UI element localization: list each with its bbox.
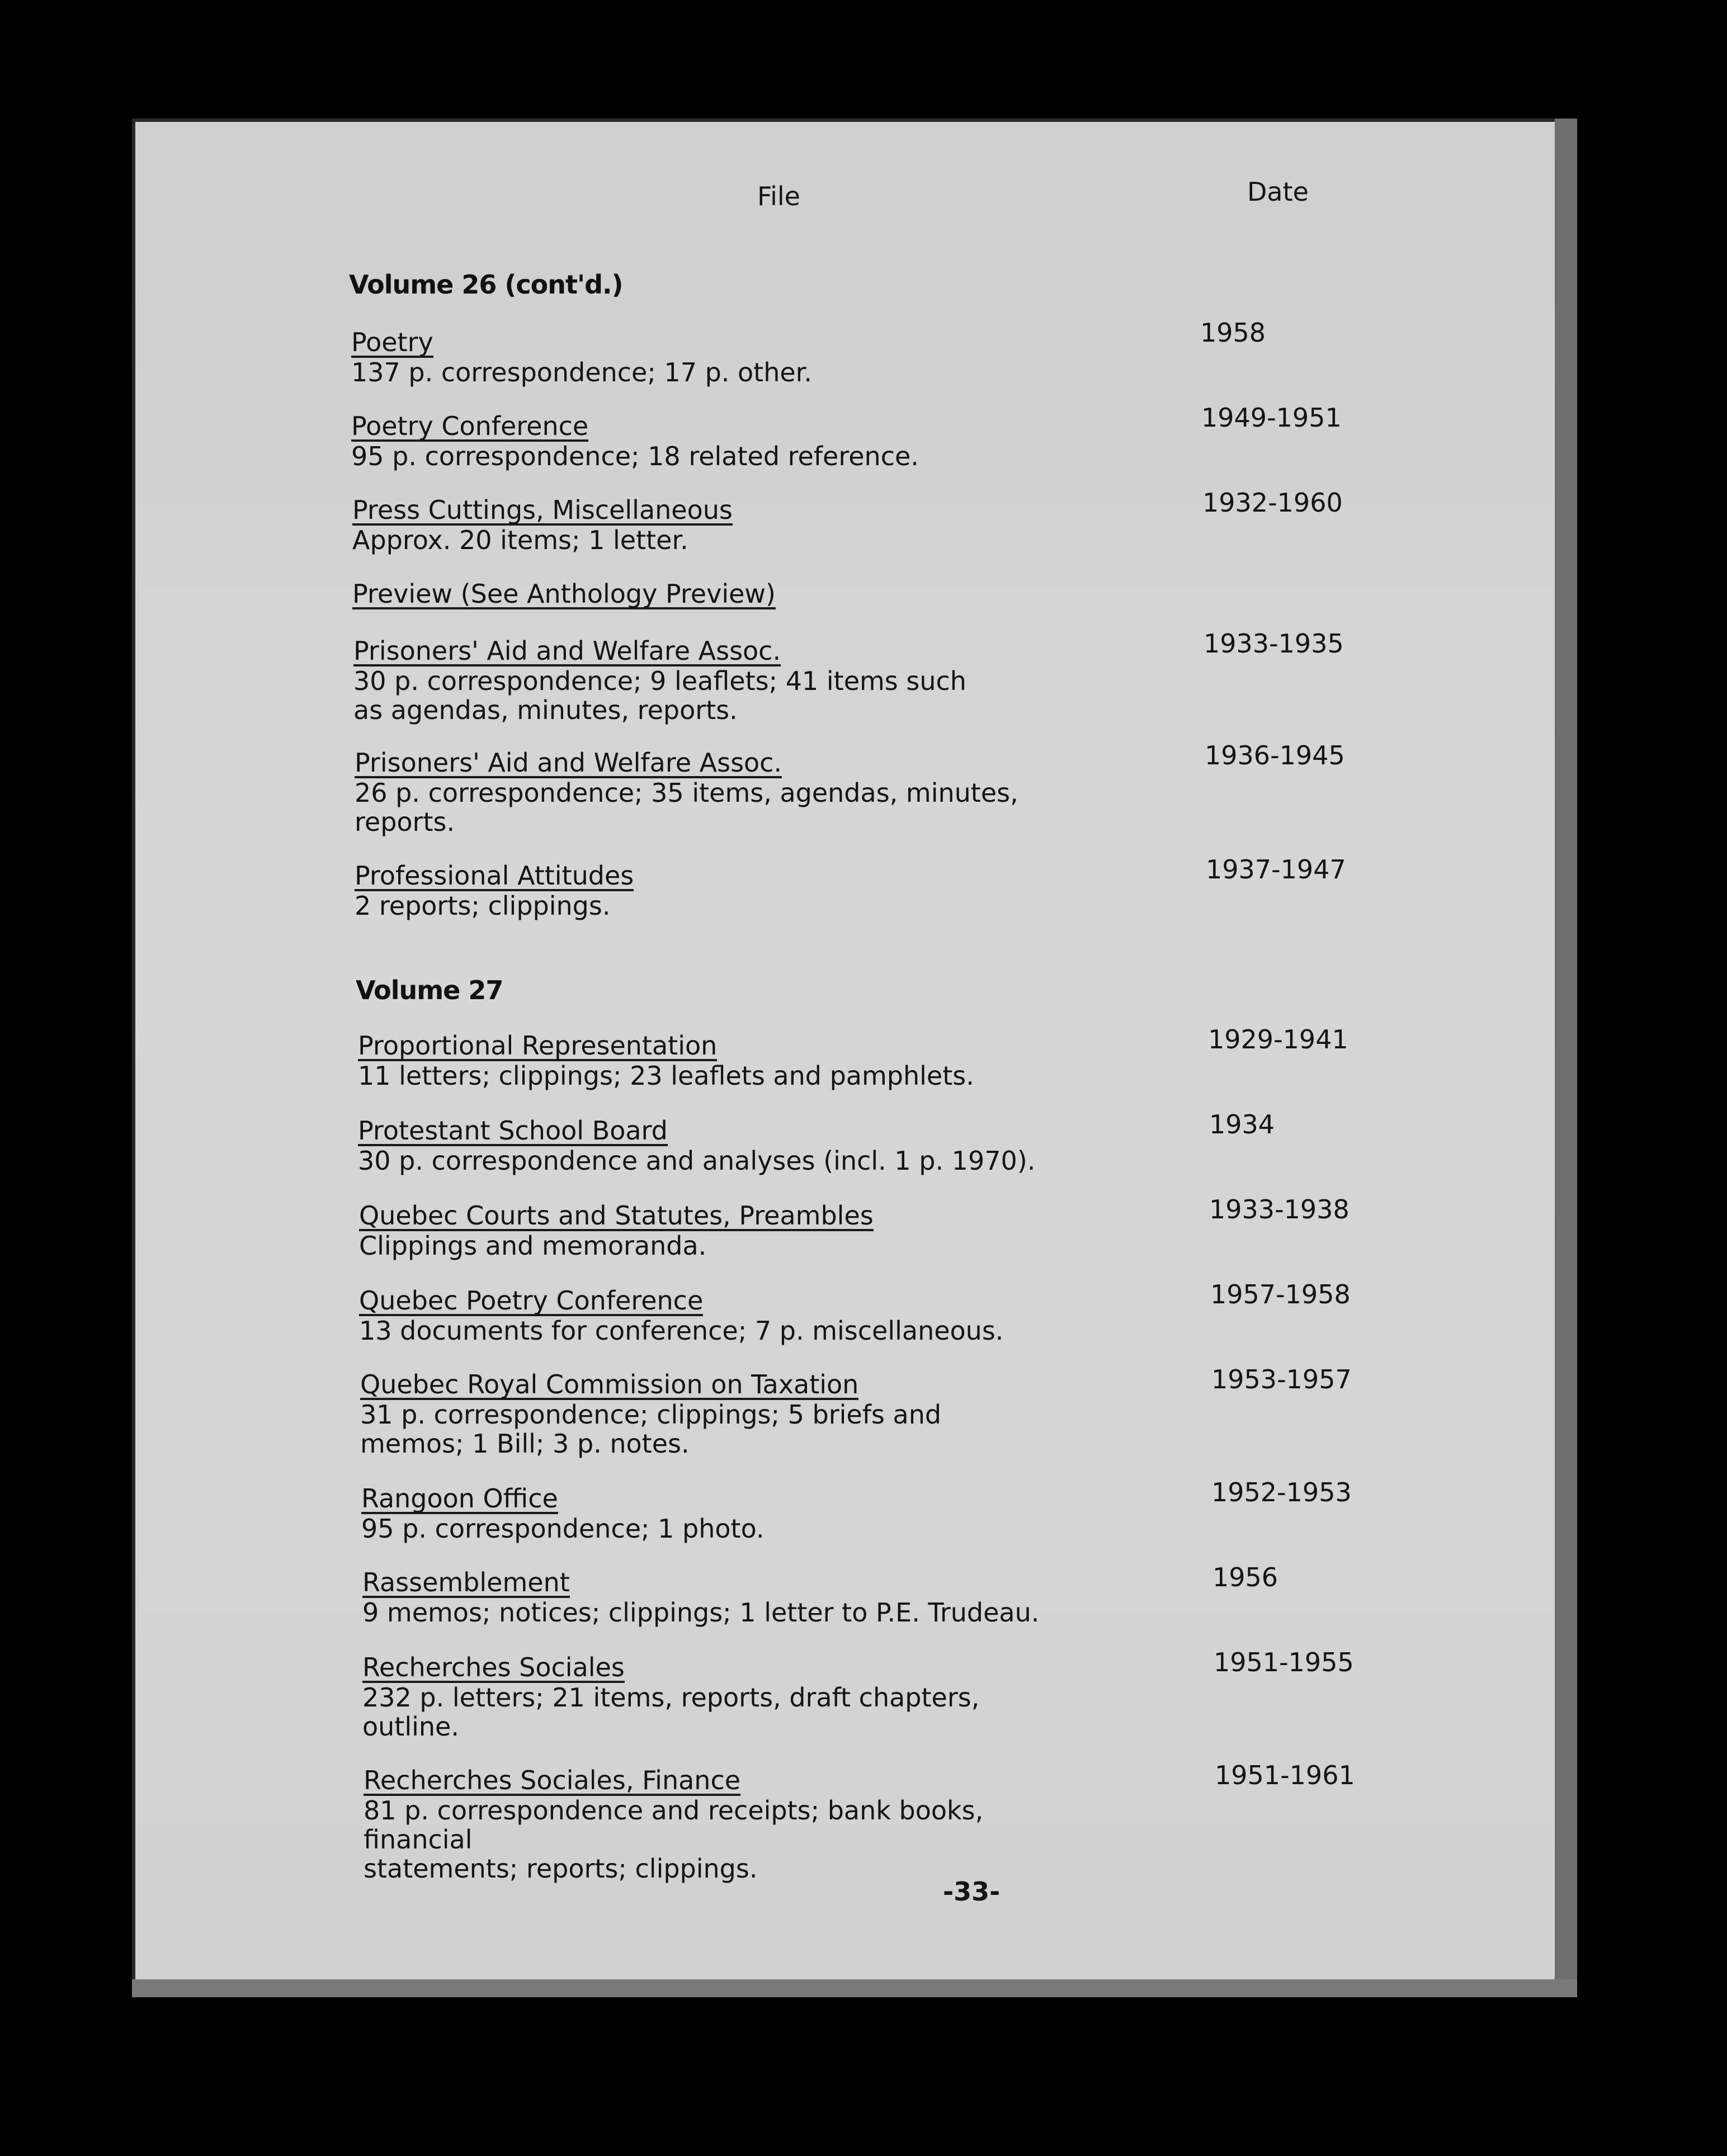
entry-date: 1949-1951 — [1201, 403, 1342, 433]
entry-title: Poetry Conference — [351, 411, 589, 441]
entry-date: 1934 — [1209, 1109, 1275, 1140]
entry-title: Recherches Sociales, Finance — [364, 1765, 741, 1795]
entry-description: Clippings and memoranda. — [359, 1231, 707, 1261]
entry-date: 1957-1958 — [1210, 1279, 1351, 1309]
file-column-header: File — [757, 181, 800, 211]
entry-date: 1951-1955 — [1214, 1647, 1354, 1677]
volume-heading: Volume 27 — [356, 975, 503, 1005]
entry-date: 1952-1953 — [1211, 1477, 1352, 1507]
entry-date: 1933-1935 — [1204, 628, 1344, 659]
entry-description: 11 letters; clippings; 23 leaflets and pamphlets. — [358, 1061, 974, 1091]
volume-heading: Volume 26 (cont'd.) — [349, 270, 623, 300]
file-entry — [352, 579, 1415, 609]
entry-title: Press Cuttings, Miscellaneous — [352, 495, 733, 525]
entry-title: Quebec Courts and Statutes, Preambles — [359, 1200, 874, 1231]
date-column-header: Date — [1247, 177, 1309, 207]
entry-title: Professional Attitudes — [355, 860, 634, 891]
entry-description: 232 p. letters; 21 items, reports, draft chapters, outline. — [362, 1682, 980, 1742]
entry-title: Rassemblement — [362, 1567, 570, 1597]
entry-description: 26 p. correspondence; 35 items, agendas, minutes, reports. — [355, 778, 1018, 837]
entry-description: 31 p. correspondence; clippings; 5 briefs and memos; 1 Bill; 3 p. notes. — [360, 1399, 942, 1459]
entry-date: 1933-1938 — [1209, 1194, 1349, 1224]
entry-title: Rangoon Office — [361, 1483, 558, 1514]
entry-title: Poetry — [351, 327, 433, 357]
entry-title: Proportional Representation — [358, 1030, 718, 1061]
entry-description: 81 p. correspondence and receipts; bank books, financial statements; reports; clippings. — [364, 1795, 984, 1884]
entry-description: 9 memos; notices; clippings; 1 letter to P.E. Trudeau. — [362, 1597, 1040, 1628]
entry-title: Quebec Poetry Conference — [359, 1285, 704, 1316]
entry-date: 1951-1961 — [1215, 1760, 1355, 1790]
entry-date: 1953-1957 — [1211, 1364, 1352, 1394]
page-number: -33- — [943, 1876, 1001, 1907]
entry-description: Approx. 20 items; 1 letter. — [352, 525, 688, 555]
entry-title: Recherches Sociales — [362, 1652, 625, 1682]
entry-date: 1929-1941 — [1208, 1024, 1348, 1055]
entry-description: 137 p. correspondence; 17 p. other. — [351, 357, 812, 387]
entry-title: Prisoners' Aid and Welfare Assoc. — [353, 636, 781, 666]
entry-description: 13 documents for conference; 7 p. miscellaneous. — [359, 1316, 1004, 1346]
entry-date: 1932-1960 — [1202, 488, 1343, 518]
entry-description: 2 reports; clippings. — [355, 891, 611, 921]
entry-description: 30 p. correspondence; 9 leaflets; 41 items such as agendas, minutes, reports. — [353, 666, 966, 725]
entry-title: Quebec Royal Commission on Taxation — [360, 1369, 859, 1399]
entry-title: Preview (See Anthology Preview) — [352, 579, 776, 609]
entry-date: 1958 — [1200, 318, 1266, 348]
page-edge-shadow — [1555, 119, 1577, 1997]
entry-date: 1956 — [1212, 1562, 1278, 1592]
entry-description: 95 p. correspondence; 1 photo. — [361, 1514, 765, 1544]
entry-description: 30 p. correspondence and analyses (incl. 1 p. 1970). — [358, 1146, 1036, 1176]
entry-title: Protestant School Board — [358, 1115, 668, 1146]
entry-date: 1936-1945 — [1205, 740, 1345, 770]
entry-title: Prisoners' Aid and Welfare Assoc. — [355, 748, 782, 778]
entry-description: 95 p. correspondence; 18 related reference. — [351, 441, 919, 471]
page-bottom-shadow — [132, 1979, 1577, 1997]
entry-date: 1937-1947 — [1206, 854, 1346, 885]
